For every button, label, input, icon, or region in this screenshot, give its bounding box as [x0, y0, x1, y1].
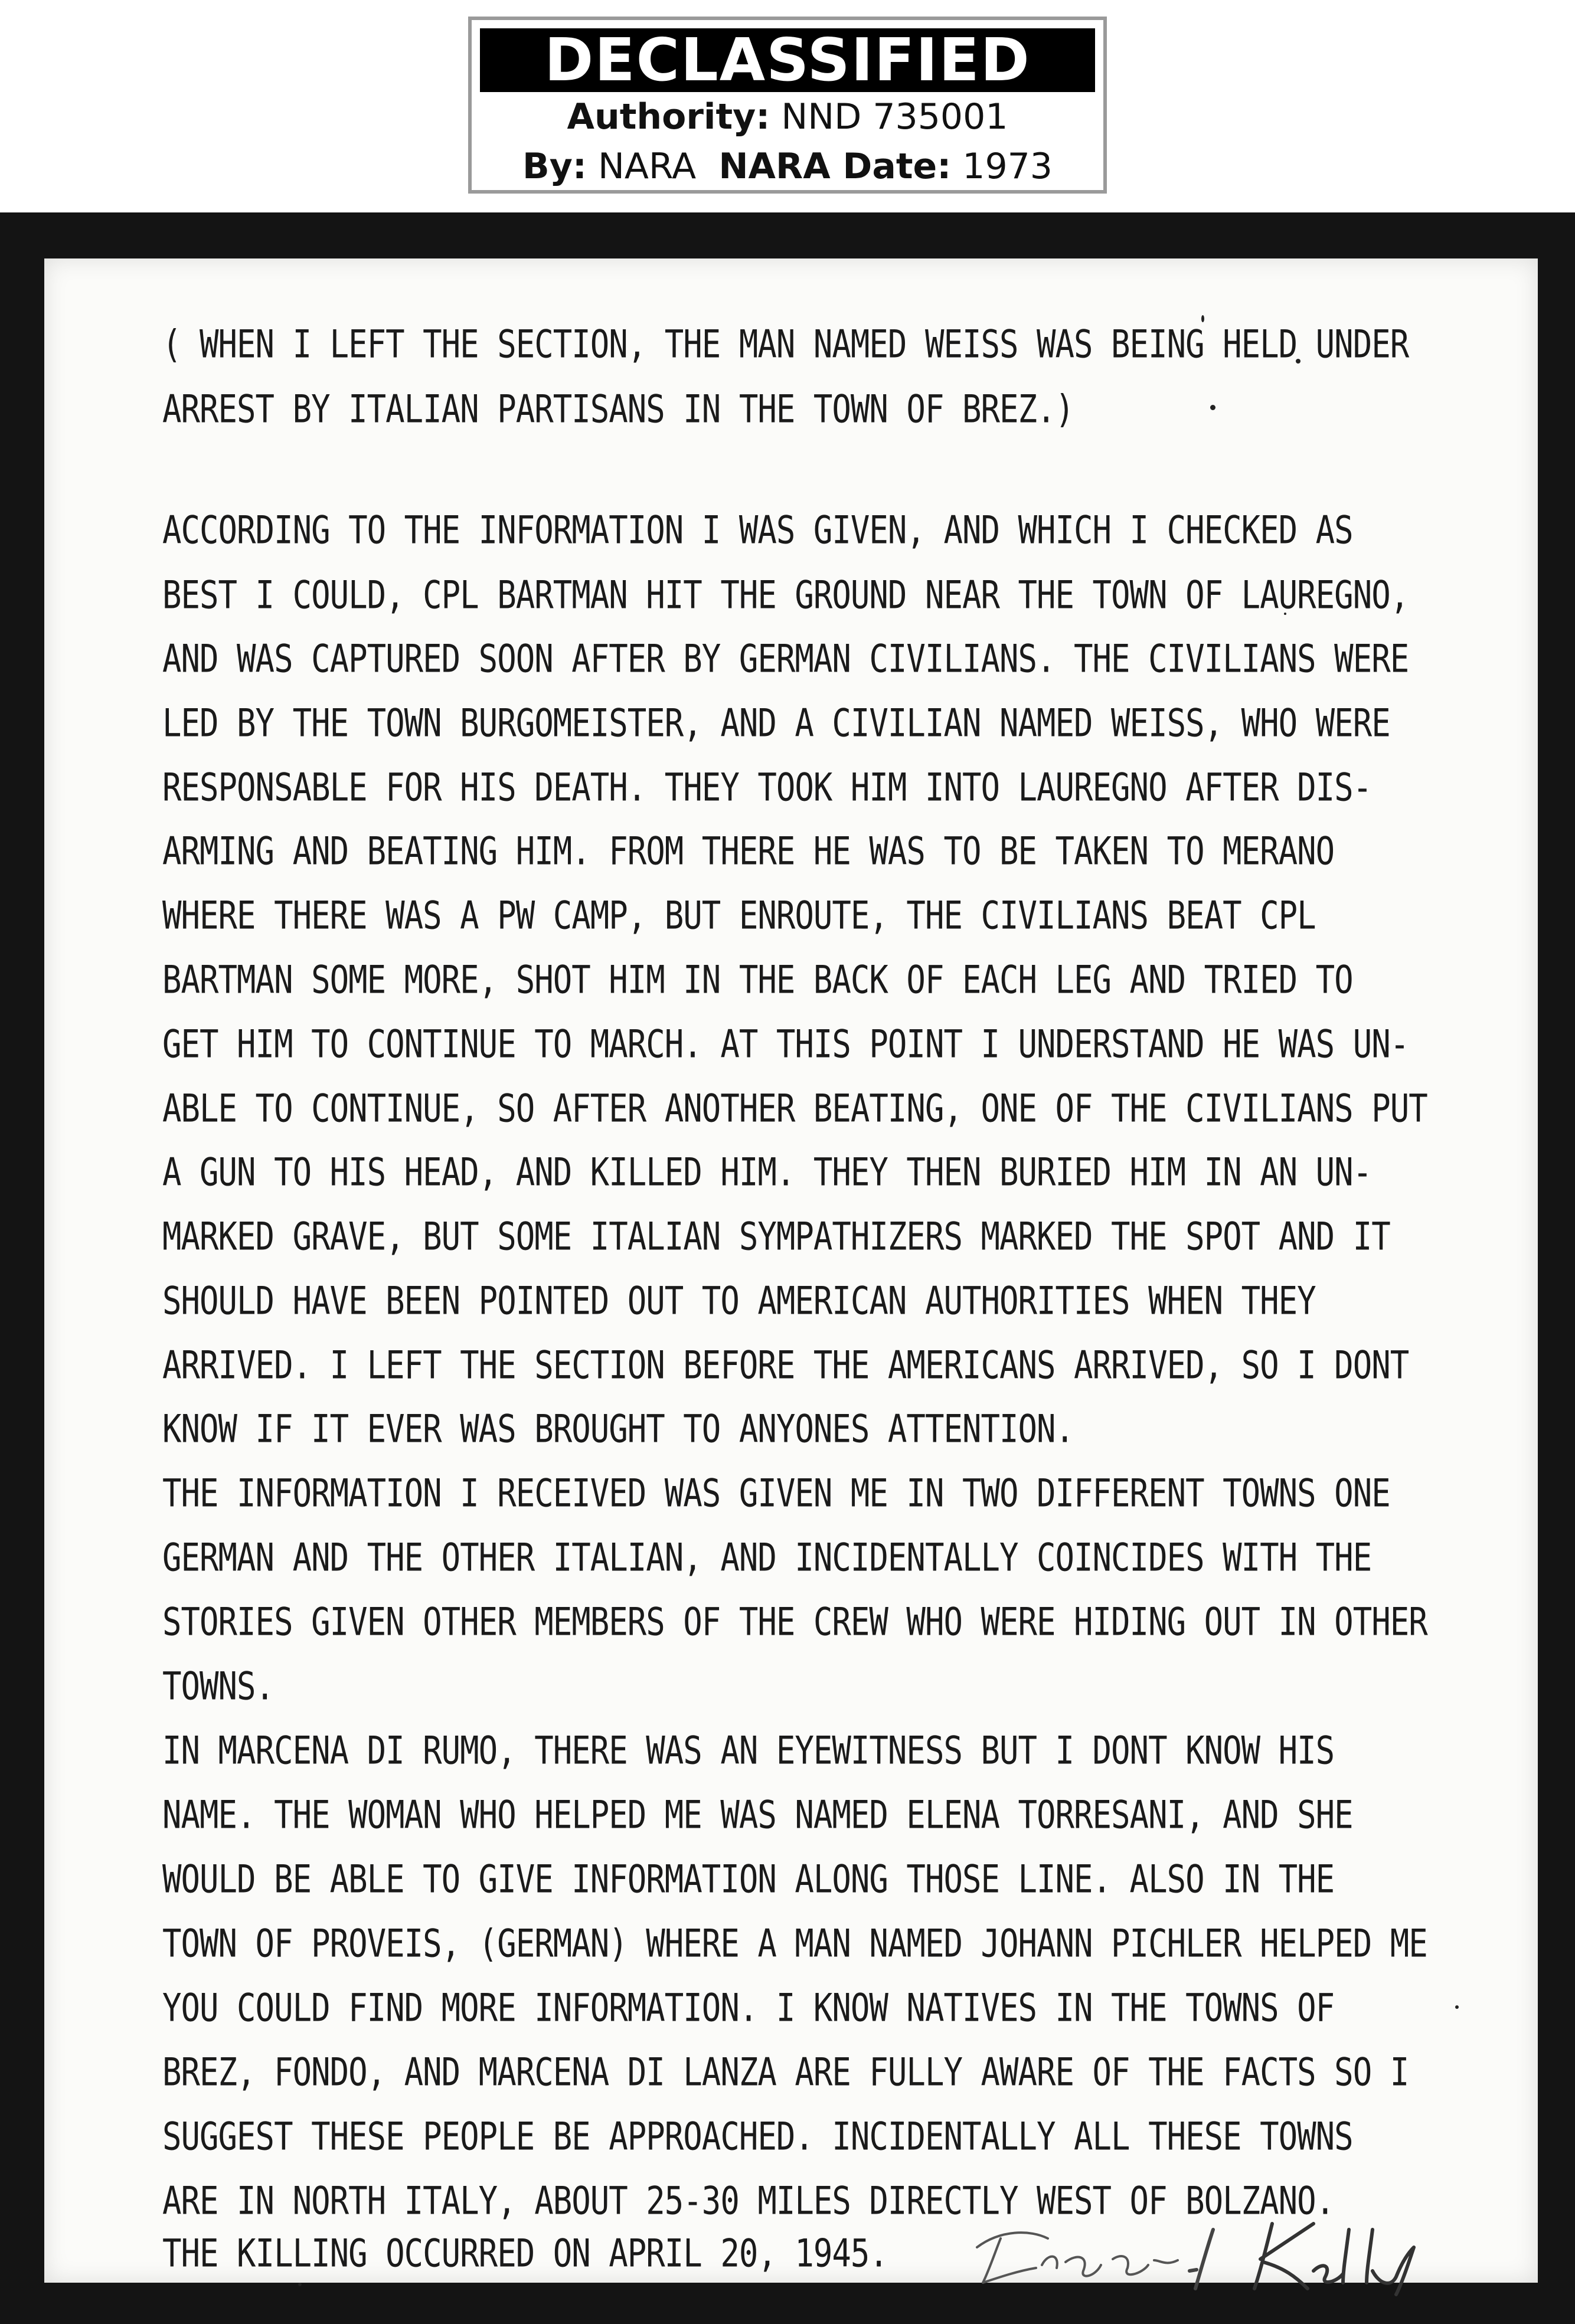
letter-line: THE KILLING OCCURRED ON APRIL 20, 1945.: [162, 2231, 888, 2276]
handwritten-signature: [965, 2206, 1449, 2300]
letter-line: SUGGEST THESE PEOPLE BE APPROACHED. INCIDENTALLY ALL THESE TOWNS: [162, 2114, 1353, 2159]
declassified-stamp: [468, 17, 1107, 194]
by-label: By:: [522, 146, 587, 187]
letter-line: ( WHEN I LEFT THE SECTION, THE MAN NAMED WEISS WAS BEING HELD UNDER: [162, 322, 1409, 367]
stamp-authority-line: [472, 92, 1103, 142]
stamp-by-line: [472, 142, 1103, 191]
letter-line: ARMING AND BEATING HIM. FROM THERE HE WAS TO BE TAKEN TO MERANO: [162, 829, 1335, 874]
letter-line: ARREST BY ITALIAN PARTISANS IN THE TOWN OF BREZ.): [162, 387, 1074, 432]
authority-label: Authority:: [567, 96, 770, 138]
letter-line: TOWNS.: [162, 1664, 275, 1709]
letter-line: ARE IN NORTH ITALY, ABOUT 25-30 MILES DIRECTLY WEST OF BOLZANO.: [162, 2178, 1335, 2224]
letter-line: YOU COULD FIND MORE INFORMATION. I KNOW NATIVES IN THE TOWNS OF: [162, 1985, 1335, 2031]
nara-date-label: NARA Date:: [718, 146, 952, 187]
letter-line: GET HIM TO CONTINUE TO MARCH. AT THIS POINT I UNDERSTAND HE WAS UN-: [162, 1022, 1409, 1067]
letter-line: ABLE TO CONTINUE, SO AFTER ANOTHER BEATING, ONE OF THE CIVILIANS PUT: [162, 1086, 1427, 1131]
letter-line: NAME. THE WOMAN WHO HELPED ME WAS NAMED ELENA TORRESANI, AND SHE: [162, 1792, 1353, 1838]
letter-line: ACCORDING TO THE INFORMATION I WAS GIVEN, AND WHICH I CHECKED AS: [162, 508, 1353, 553]
scan-frame: [0, 212, 1575, 2324]
letter-line: SHOULD HAVE BEEN POINTED OUT TO AMERICAN AUTHORITIES WHEN THEY: [162, 1278, 1316, 1324]
by-value: NARA: [597, 146, 697, 187]
letter-line: KNOW IF IT EVER WAS BROUGHT TO ANYONES ATTENTION.: [162, 1406, 1074, 1452]
letter-page: [44, 258, 1538, 2283]
letter-line: BARTMAN SOME MORE, SHOT HIM IN THE BACK OF EACH LEG AND TRIED TO: [162, 957, 1353, 1003]
letter-line: TOWN OF PROVEIS, (GERMAN) WHERE A MAN NAMED JOHANN PICHLER HELPED ME: [162, 1921, 1427, 1966]
letter-line: ARRIVED. I LEFT THE SECTION BEFORE THE AMERICANS ARRIVED, SO I DONT: [162, 1343, 1409, 1388]
letter-line: STORIES GIVEN OTHER MEMBERS OF THE CREW WHO WERE HIDING OUT IN OTHER: [162, 1599, 1427, 1645]
letter-line: WOULD BE ABLE TO GIVE INFORMATION ALONG THOSE LINE. ALSO IN THE: [162, 1857, 1335, 1902]
nara-date-value: 1973: [962, 146, 1053, 187]
letter-line: A GUN TO HIS HEAD, AND KILLED HIM. THEY THEN BURIED HIM IN AN UN-: [162, 1150, 1372, 1195]
letter-line: MARKED GRAVE, BUT SOME ITALIAN SYMPATHIZERS MARKED THE SPOT AND IT: [162, 1214, 1390, 1259]
letter-line: LED BY THE TOWN BURGOMEISTER, AND A CIVILIAN NAMED WEISS, WHO WERE: [162, 701, 1390, 746]
letter-line: WHERE THERE WAS A PW CAMP, BUT ENROUTE, THE CIVILIANS BEAT CPL: [162, 893, 1316, 938]
stamp-title: DECLASSIFIED: [480, 28, 1095, 92]
authority-value: NND 735001: [781, 96, 1008, 138]
letter-line: BEST I COULD, CPL BARTMAN HIT THE GROUND NEAR THE TOWN OF LAUREGNO,: [162, 572, 1409, 618]
letter-line: RESPONSABLE FOR HIS DEATH. THEY TOOK HIM INTO LAUREGNO AFTER DIS-: [162, 765, 1372, 810]
letter-line: GERMAN AND THE OTHER ITALIAN, AND INCIDENTALLY COINCIDES WITH THE: [162, 1535, 1372, 1580]
letter-line: AND WAS CAPTURED SOON AFTER BY GERMAN CIVILIANS. THE CIVILIANS WERE: [162, 636, 1409, 682]
letter-line: THE INFORMATION I RECEIVED WAS GIVEN ME IN TWO DIFFERENT TOWNS ONE: [162, 1471, 1390, 1516]
letter-line: BREZ, FONDO, AND MARCENA DI LANZA ARE FULLY AWARE OF THE FACTS SO I: [162, 2050, 1409, 2095]
letter-line: IN MARCENA DI RUMO, THERE WAS AN EYEWITNESS BUT I DONT KNOW HIS: [162, 1728, 1335, 1773]
